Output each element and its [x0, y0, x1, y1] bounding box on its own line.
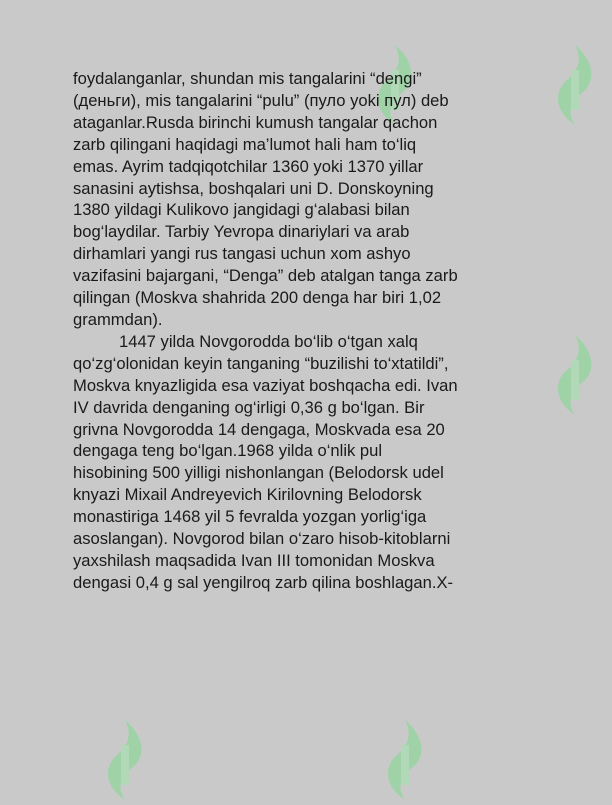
text-line: qo‘zg‘olonidan keyin tanganing “buzilishi to‘xtatildi”,: [73, 353, 449, 373]
text-line: grivna Novgorodda 14 dengaga, Moskvada esa 20: [73, 419, 445, 439]
watermark-icon: [545, 40, 605, 130]
text-line: 1380 yildagi Kulikovo jangidagi g‘alabasi bilan: [73, 200, 410, 220]
text-line: zarb qilingani haqidagi ma’lumot hali ham to‘liq: [73, 134, 417, 154]
text-line: dengasi 0,4 g sal yengilroq zarb qilina boshlagan.X-: [73, 572, 454, 592]
watermark-icon: [545, 330, 605, 420]
text-line: knyazi Mixail Andreyevich Kirilovning Belodorsk: [73, 485, 422, 505]
text-line: dirhamlari yangi rus tangasi uchun xom ashyo: [73, 244, 411, 264]
text-line: bog‘laydilar. Tarbiy Yevropa dinariylari va arab: [73, 222, 410, 242]
text-line: vazifasini bajargani, “Denga” deb atalgan tanga zarb: [73, 266, 458, 286]
text-line: (деньги), mis tangalarini “pulu” (пуло yoki пул) deb: [73, 90, 449, 110]
text-line: asoslangan). Novgorod bilan o‘zaro hisob-kitoblarni: [73, 529, 451, 549]
text-line: sanasini aytishsa, boshqalari uni D. Donskoyning: [73, 178, 434, 198]
text-line: Moskva knyazligida esa vaziyat boshqacha edi. Ivan: [73, 375, 458, 395]
text-line: emas. Ayrim tadqiqotchilar 1360 yoki 1370 yillar: [73, 156, 424, 176]
text-line: grammdan).: [73, 309, 163, 329]
text-line: dengaga teng bo‘lgan.1968 yilda o‘nlik pul: [73, 441, 383, 461]
text-line: qilingan (Moskva shahrida 200 denga har biri 1,02: [73, 288, 442, 308]
document-body: [73, 68, 543, 594]
text-line: monastiriga 1468 yil 5 fevralda yozgan yorlig‘iga: [73, 507, 427, 527]
text-line: foydalanganlar, shundan mis tangalarini “dengi”: [73, 69, 422, 88]
text-line: hisobining 500 yilligi nishonlangan (Belodorsk udel: [73, 463, 444, 483]
text-line: ataganlar.Rusda birinchi kumush tangalar qachon: [73, 112, 438, 132]
paragraph-start-line: 1447 yilda Novgorodda bo‘lib o‘tgan xalq: [119, 331, 418, 351]
text-line: yaxshilash maqsadida Ivan III tomonidan Moskva: [73, 550, 435, 570]
text-line: IV davrida denganing og‘irligi 0,36 g bo‘lgan. Bir: [73, 397, 425, 417]
